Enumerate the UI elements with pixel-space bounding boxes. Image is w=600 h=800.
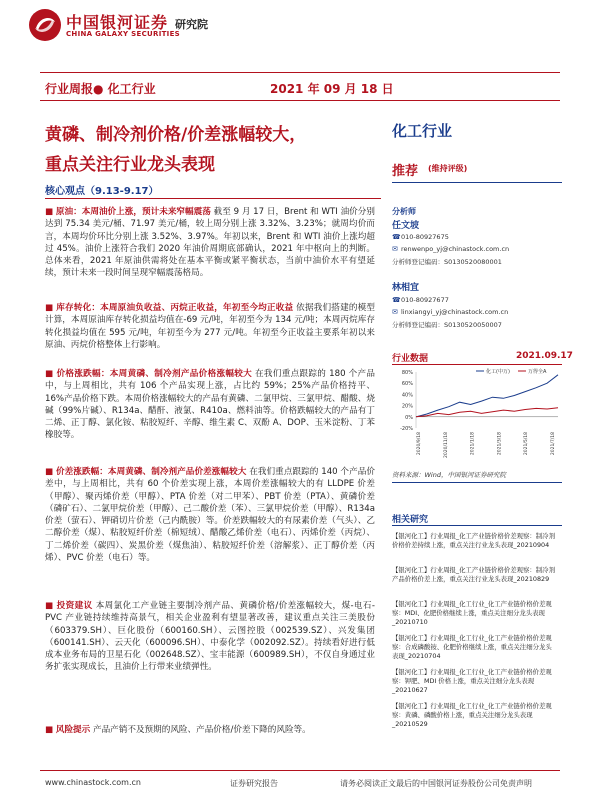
analyst-label: 分析师 xyxy=(392,207,416,216)
related-item[interactable]: 【银河化工】行业周报_化工行业_化工产业链价格价差观察：MDI、化肥价格继续上涨，重点关注细分龙头表现_20210710 xyxy=(392,600,552,627)
related-item[interactable]: 【银河化工】行业周报_化工行业_化工产业链价格价差观察：钾肥、MDI 价格上涨，重点关注细分龙头表现_20210627 xyxy=(392,668,552,695)
paragraph-crude-oil xyxy=(45,206,375,280)
core-view-rule xyxy=(45,198,381,199)
related-item[interactable]: 【银河化工】行业周报_化工行业_化工产业链价格价差观察：合成磷酸铵、化肥价格继续上涨，重点关注细分龙头表现_20210704 xyxy=(392,634,552,661)
core-view-heading: 核心观点（9.13-9.17） xyxy=(45,186,159,197)
related-item[interactable]: 【银河化工】行业周报_化工产业链价格价差观察：制冷剂价格价差持续上涨，重点关注行业龙头表现_20210904 xyxy=(392,532,555,550)
x-tick-label: 2020/9/18 xyxy=(417,432,422,456)
related-item[interactable]: 【银河化工】行业周报_化工行业_化工产业链价格价差观察：黄磷、磷酸价格上涨，重点关注细分龙头表现_20210529 xyxy=(392,702,552,729)
x-tick-label: 2021/7/18 xyxy=(551,432,556,456)
paragraph-lead: 投资建议 xyxy=(56,601,93,611)
paragraph-lead: 风险提示 xyxy=(55,725,91,735)
phone-icon: ☎ xyxy=(392,233,401,241)
analyst-phone: ☎010-80927675 xyxy=(392,233,449,241)
legend-label: 化工(中万) xyxy=(486,369,510,375)
industry-performance-chart xyxy=(392,366,562,464)
related-research-heading: 相关研究 xyxy=(392,515,429,525)
rating-note: (维持评级) xyxy=(428,164,468,173)
paragraph-body: 在我们重点跟踪的 140 个产品价差中，与上周相比，共有 60 个价差实现上涨，本周价差涨幅较大的有 LLDPE 价差（甲醇）、聚丙烯价差（甲醇）、PTA 价差（对二甲苯）、PBT 价差（PTA）、黄磷价差（磷矿石）、二氯甲烷价差（甲醇）、己二酸价差（苯）、三氯甲烷价差（甲醇）、R134a 价差（萤石）、钾硝切片价差（己内酰胺）等。价差跌幅较大的有尿素价差（气头）、乙二醇价差（煤）、粘胶短纤价差（棉短绒）、醋酸乙烯价差（电石）、丙烯价差（丙烷）、丁二烯价差（碳四）、炭黑价差（煤焦油）、粘胶短纤价差（溶解浆）、正丁醇价差（丙烯）、PVC 价差（电石）等。 xyxy=(45,467,375,564)
bullet-icon: ■ xyxy=(45,725,54,735)
y-tick-label: 40% xyxy=(401,392,413,399)
paragraph-body: 产品产销不及预期的风险、产品价格/价差下降的风险等。 xyxy=(90,725,311,735)
industry-name: 化工行业 xyxy=(392,122,453,140)
chart-header-date: 2021.09.17 xyxy=(516,351,573,361)
x-tick-label: 2021/3/18 xyxy=(497,432,503,456)
paragraph-risk xyxy=(45,724,375,736)
paragraph-body: 在我们重点跟踪的 180 个产品中，与上周相比，共有 106 个产品实现上涨，占比约 59%；25%产品价格持平、16%产品价格下跌。本周价格涨幅较大的产品有黄磷、二氯甲烷、三氯甲烷、醋酸、烧碱（99%片碱）、R134a、醋酐、液氯、R410a、燃料油等。价格跌幅较大的产品有丁二烯、正丁醇、氯化铵、粘胶短纤、辛醇、维生素 C、双酚 A、DOP、玉米淀粉、丁苯橡胶等。 xyxy=(45,369,375,441)
paragraph-spread-change xyxy=(45,466,375,564)
series-line-1 xyxy=(416,408,558,417)
paragraph-price-change xyxy=(45,368,375,442)
y-tick-label: 80% xyxy=(401,370,413,376)
analyst-cert: 分析师登记编码：S0130520080001 xyxy=(392,258,502,266)
footer-disclaimer: 请务必阅读正文最后的中国银河证券股份公司免责声明 xyxy=(340,779,532,788)
related-item[interactable]: 【银河化工】行业周报_化工产业链价格价差观察：制冷剂产品价格价差上涨，重点关注行业龙头表现_20210829 xyxy=(392,566,555,584)
legend-label: 万得全A xyxy=(528,369,547,375)
report-type: 行业周报● 化工行业 xyxy=(45,82,156,96)
footer-doc-type: 证券研究报告 xyxy=(230,779,278,788)
header-top-rule xyxy=(40,72,560,73)
analyst-email[interactable]: ✉ linxiangyi_yj@chinastock.com.cn xyxy=(392,308,509,316)
report-title-line2: 重点关注行业龙头表现 xyxy=(45,155,215,175)
phone-icon: ☎ xyxy=(392,296,401,304)
rating-rule xyxy=(392,182,562,183)
related-research-rule xyxy=(392,525,562,526)
analyst-phone: ☎010-80927677 xyxy=(392,296,449,304)
paragraph-investment xyxy=(45,600,375,674)
chart-bottom-rule xyxy=(392,482,562,483)
series-line-0 xyxy=(416,375,558,417)
y-tick-label: 60% xyxy=(401,381,413,388)
footer-website[interactable]: www.chinastock.com.cn xyxy=(45,778,141,787)
galaxy-logo-icon xyxy=(28,8,62,42)
paragraph-lead: 价格涨跌幅：本周黄磷、制冷剂产品价格涨幅较大 xyxy=(56,369,253,379)
analyst-name: 任文坡 xyxy=(392,221,420,231)
y-tick-label: -20% xyxy=(400,426,413,432)
bullet-icon: ■ xyxy=(45,207,54,217)
analyst-cert: 分析师登记编码：S0130520050007 xyxy=(392,321,502,329)
paragraph-body: 本周氯化工产业链主要制冷剂产品、黄磷价格/价差涨幅较大，煤-电石-PVC 产业链持续维持高景气，相关企业盈利有望显著改善，建议重点关注三美股份（603379.SH）、巨化股份（600160.SH）、云图控股（002539.SZ）、兴发集团（600141.SH）、云天化（600096.SH）、中泰化学（002092.SZ）。持续看好进行低成本业务布局的卫星石化（002648.SZ）、宝丰能源（600989.SH），不仅自身通过业务扩张实现成长，且油价上行带来业绩弹性。 xyxy=(45,601,375,673)
brand-dept: 研究院 xyxy=(175,18,208,31)
report-date: 2021 年 09 月 18 日 xyxy=(270,82,394,96)
header-bottom-rule xyxy=(40,100,560,101)
bullet-icon: ■ xyxy=(45,467,54,477)
paragraph-body: 依据我们搭建的模型计算，本周原油库存转化损益均值在-69 元/吨，年初至今为 134 元/吨；本周丙烷库存转化损益均值在 595 元/吨，年初至今为 277 元/吨。年初至今正收益主要系年初以来原油、丙烷价格整体上行影响。 xyxy=(45,303,376,350)
y-tick-label: 0% xyxy=(405,414,413,421)
footer-rule xyxy=(40,770,560,771)
paragraph-lead: 原油：本周油价上涨，预计未来窄幅震荡 xyxy=(55,207,211,217)
paragraph-lead: 库存转化：本周原油负收益、丙烷正收益，年初至今均正收益 xyxy=(56,303,294,313)
analyst-name: 林相宜 xyxy=(392,283,420,293)
bullet-icon: ■ xyxy=(45,601,54,611)
x-tick-label: 2021/5/18 xyxy=(524,432,530,456)
email-icon: ✉ xyxy=(392,308,398,316)
analyst-email[interactable]: ✉ renwenpo_yj@chinastock.com.cn xyxy=(392,245,510,253)
chart-source: 资料来源：Wind，中国银河证券研究院 xyxy=(392,471,506,479)
paragraph-inventory xyxy=(45,302,375,351)
email-icon: ✉ xyxy=(392,245,398,253)
rating: 推荐 xyxy=(392,164,419,179)
paragraph-body: 截至 9 月 17 日，Brent 和 WTI 油价分别达到 75.34 美元/桶、71.97 美元/桶，较上周分别上涨 3.32%、3.23%；就周均价而言，本周均价环比分别上涨 3.52%、3.97%。年初以来，Brent 和 WTI 油价上涨均超过 45%。油价上涨符合我们 2020 年油价周期底部确认，2021 年中枢向上的判断。总体来看，2021 年原油供需将处在基本平衡或紧平衡状态，当前中油价水平有望延续，预计未来一段时间呈现窄幅震荡格局。 xyxy=(45,207,375,279)
paragraph-lead: 价差涨跌幅：本周黄磷、制冷剂产品价差涨幅较大 xyxy=(55,467,247,477)
brand-name-en: CHINA GALAXY SECURITIES xyxy=(66,30,180,38)
x-tick-label: 2021/1/18 xyxy=(470,432,476,456)
bullet-icon: ■ xyxy=(45,369,54,379)
chart-header-title: 行业数据 xyxy=(392,354,429,364)
brand-name-cn: 中国银河证券 xyxy=(66,13,169,32)
x-tick-label: 2020/11/18 xyxy=(443,432,449,458)
y-tick-label: 20% xyxy=(401,403,413,410)
bullet-icon: ■ xyxy=(45,303,54,313)
report-title-line1: 黄磷、制冷剂价格/价差涨幅较大， xyxy=(45,125,307,145)
chart-header-rule xyxy=(392,364,562,365)
